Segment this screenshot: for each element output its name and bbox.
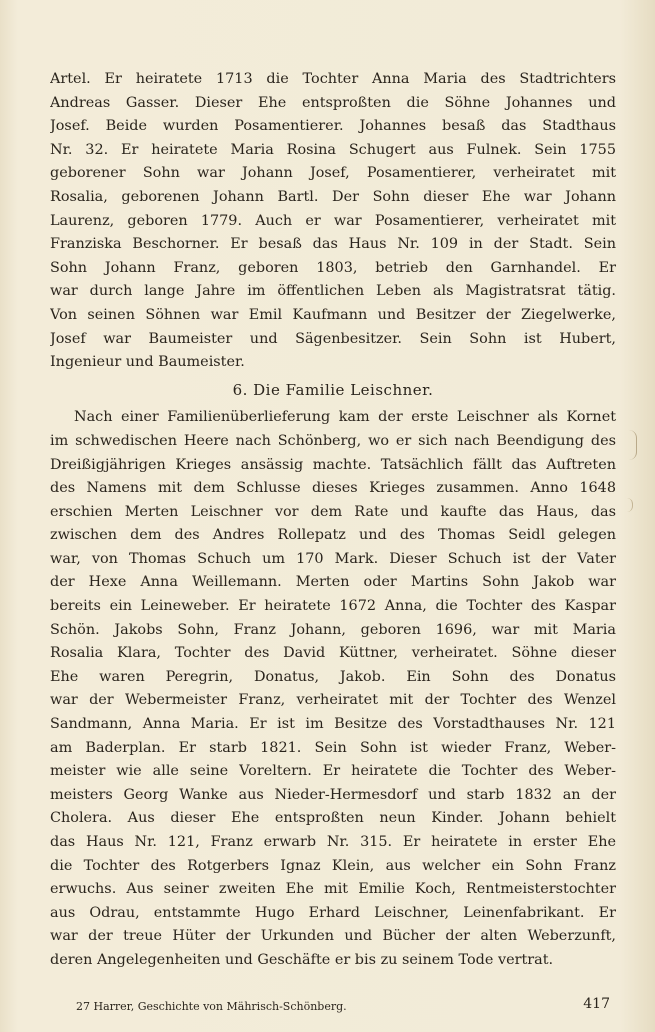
text-line: der Hexe Anna Weillemann. Merten oder Martins Sohn Jakob war xyxy=(50,574,616,591)
text-line: Andreas Gasser. Dieser Ehe entsproßten die Söhne Johannes und xyxy=(50,94,616,111)
text-line: deren Angelegenheiten und Geschäfte er bis zu seinem Tode vertrat. xyxy=(50,951,554,968)
text-line: Ingenieur und Baumeister. xyxy=(50,354,245,371)
paragraph-1 xyxy=(50,68,616,375)
text-line: erwuchs. Aus seiner zweiten Ehe mit Emilie Koch, Rentmeisterstochter xyxy=(50,881,616,898)
page-edge-mark xyxy=(626,498,633,512)
section-heading: 6. Die Familie Leischner. xyxy=(232,380,434,399)
text-line: Artel. Er heiratete 1713 die Tochter Anna Maria des Stadtrichters xyxy=(50,71,616,87)
text-line: aus Odrau, entstammte Hugo Erhard Leischner, Leinenfabrikant. Er xyxy=(50,904,616,921)
text-line: Rosalia Klara, Tochter des David Küttner, verheiratet. Söhne dieser xyxy=(50,645,616,662)
text-line: erschien Merten Leischner vor dem Rate und kaufte das Haus, das xyxy=(50,503,616,520)
text-line: meisters Georg Wanke aus Nieder-Hermesdorf und starb 1832 an der xyxy=(50,786,616,803)
text-line: Franziska Beschorner. Er besaß das Haus Nr. 109 in der Stadt. Sein xyxy=(50,236,616,253)
text-line: Schön. Jakobs Sohn, Franz Johann, geboren 1696, war mit Maria xyxy=(50,621,616,638)
text-line: Rosalia, geborenen Johann Bartl. Der Sohn dieser Ehe war Johann xyxy=(50,188,616,205)
text-line: war der Webermeister Franz, verheiratet mit der Tochter des Wenzel xyxy=(50,692,616,709)
page-number: 417 xyxy=(583,996,610,1012)
text-line: Josef. Beide wurden Posamentierer. Johannes besaß das Stadthaus xyxy=(50,118,616,135)
text-line: Sandmann, Anna Maria. Er ist im Besitze des Vorstadthauses Nr. 121 xyxy=(50,716,616,733)
text-line: am Baderplan. Er starb 1821. Sein Sohn ist wieder Franz, Weber- xyxy=(50,739,616,756)
text-line: des Namens mit dem Schlusse dieses Krieges zusammen. Anno 1648 xyxy=(50,480,616,497)
page-footer xyxy=(50,996,616,1018)
text-line: Dreißigjährigen Krieges ansässig machte. Tatsächlich fällt das Auftreten xyxy=(50,456,616,473)
text-line: war, von Thomas Schuch um 170 Mark. Dieser Schuch ist der Vater xyxy=(50,550,616,567)
text-line: geborener Sohn war Johann Josef, Posamentierer, verheiratet mit xyxy=(50,165,616,182)
text-line: war der treue Hüter der Urkunden und Bücher der alten Weberzunft, xyxy=(50,928,616,945)
text-line: war durch lange Jahre im öffentlichen Leben als Magistratsrat tätig. xyxy=(50,283,616,300)
text-line: die Tochter des Rotgerbers Ignaz Klein, aus welcher ein Sohn Franz xyxy=(50,857,616,874)
text-line: Cholera. Aus dieser Ehe entsproßten neun Kinder. Johann behielt xyxy=(50,810,616,827)
text-line: im schwedischen Heere nach Schönberg, wo er sich nach Beendigung des xyxy=(50,432,616,449)
text-line: Josef war Baumeister und Sägenbesitzer. Sein Sohn ist Hubert, xyxy=(50,330,616,347)
text-line: das Haus Nr. 121, Franz erwarb Nr. 315. Er heiratete in erster Ehe xyxy=(50,834,616,850)
text-line: Laurenz, geboren 1779. Auch er war Posamentierer, verheiratet mit xyxy=(50,212,616,229)
page-edge-mark xyxy=(626,430,637,460)
printer-signature: 27 Harrer, Geschichte von Mährisch-Schönberg. xyxy=(76,1000,347,1013)
text-line: bereits ein Leineweber. Er heiratete 1672 Anna, die Tochter des Kaspar xyxy=(50,598,616,615)
text-line: Ehe waren Peregrin, Donatus, Jakob. Ein Sohn des Donatus xyxy=(50,668,616,685)
text-line: Nr. 32. Er heiratete Maria Rosina Schugert aus Fulnek. Sein 1755 xyxy=(50,141,616,158)
paragraph-2 xyxy=(50,406,616,972)
body-text xyxy=(50,68,616,973)
text-line: Von seinen Söhnen war Emil Kaufmann und Besitzer der Ziegelwerke, xyxy=(50,306,616,323)
text-line: Nach einer Familienüberlieferung kam der erste Leischner als Kornet xyxy=(74,409,616,426)
text-line: meister wie alle seine Voreltern. Er heiratete die Tochter des Weber- xyxy=(50,763,616,780)
text-line: zwischen dem des Andres Rollepatz und des Thomas Seidl gelegen xyxy=(50,527,616,544)
text-line: Sohn Johann Franz, geboren 1803, betrieb den Garnhandel. Er xyxy=(50,259,616,276)
